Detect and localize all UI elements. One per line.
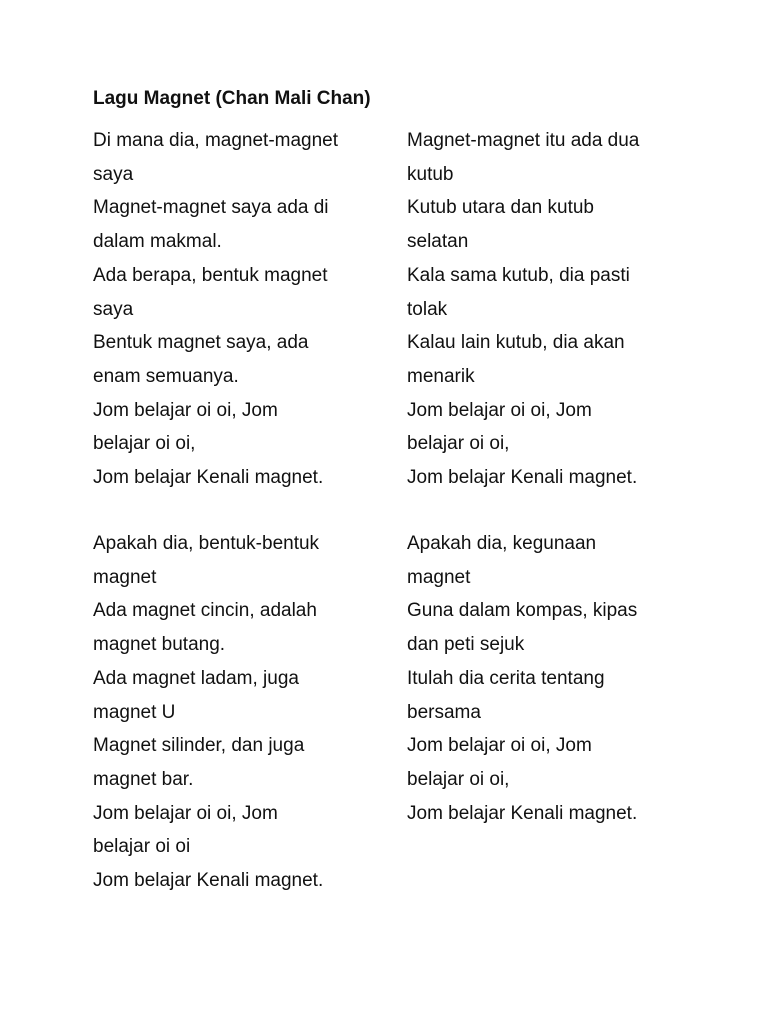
verse-1-right-column [407, 124, 707, 495]
lyric-line: tolak [407, 298, 448, 320]
lyric-line: enam semuanya. [93, 365, 239, 387]
lyric-line: Ada magnet cincin, adalah [93, 600, 317, 622]
lyric-line: saya [93, 163, 134, 185]
lyric-line: Jom belajar Kenali magnet. [407, 802, 638, 824]
lyric-line: magnet butang. [93, 634, 226, 656]
lyric-line: Magnet-magnet itu ada dua [407, 130, 640, 151]
lyric-line: Ada berapa, bentuk magnet [93, 264, 328, 286]
lyric-line: Itulah dia cerita tentang [407, 667, 605, 689]
lyric-line: Ada magnet ladam, juga [93, 667, 299, 689]
lyric-line: Apakah dia, bentuk-bentuk [93, 533, 320, 554]
lyric-line: kutub [407, 163, 454, 185]
lyric-line: Bentuk magnet saya, ada [93, 332, 309, 354]
lyric-line: magnet [93, 566, 157, 588]
lyric-line: Di mana dia, magnet-magnet [93, 130, 339, 151]
lyric-line: Guna dalam kompas, kipas [407, 600, 638, 622]
verse-2-left-column [93, 527, 393, 898]
lyric-line: Magnet-magnet saya ada di [93, 197, 329, 219]
lyric-line: Jom belajar oi oi, Jom [407, 735, 592, 757]
lyric-line: Jom belajar Kenali magnet. [407, 467, 638, 489]
verse-2-right-column [407, 527, 707, 830]
lyric-line: Apakah dia, kegunaan [407, 533, 597, 554]
lyric-line: Jom belajar oi oi, Jom [407, 399, 592, 421]
lyric-line: magnet U [93, 701, 176, 723]
lyric-line: selatan [407, 231, 469, 253]
lyric-line: Kutub utara dan kutub [407, 197, 594, 219]
lyric-line: Jom belajar oi oi, Jom [93, 802, 278, 824]
lyric-line: belajar oi oi, [93, 433, 196, 455]
lyric-line: menarik [407, 365, 475, 387]
song-title: Lagu Magnet (Chan Mali Chan) [93, 88, 371, 109]
lyric-line: Kala sama kutub, dia pasti [407, 264, 630, 286]
lyric-line: dalam makmal. [93, 231, 222, 253]
lyric-line: magnet bar. [93, 768, 194, 790]
lyric-line: belajar oi oi, [407, 768, 510, 790]
lyric-line: magnet [407, 566, 471, 588]
lyric-line: belajar oi oi [93, 836, 191, 858]
lyric-line: Jom belajar Kenali magnet. [93, 467, 324, 489]
lyric-line: belajar oi oi, [407, 433, 510, 455]
lyric-line: Kalau lain kutub, dia akan [407, 332, 625, 354]
lyric-line: Jom belajar Kenali magnet. [93, 870, 324, 892]
verse-1-left-column [93, 124, 393, 495]
lyric-line: dan peti sejuk [407, 634, 525, 656]
lyric-line: bersama [407, 701, 481, 723]
lyric-line: Magnet silinder, dan juga [93, 735, 305, 757]
lyric-line: saya [93, 298, 134, 320]
lyric-line: Jom belajar oi oi, Jom [93, 399, 278, 421]
